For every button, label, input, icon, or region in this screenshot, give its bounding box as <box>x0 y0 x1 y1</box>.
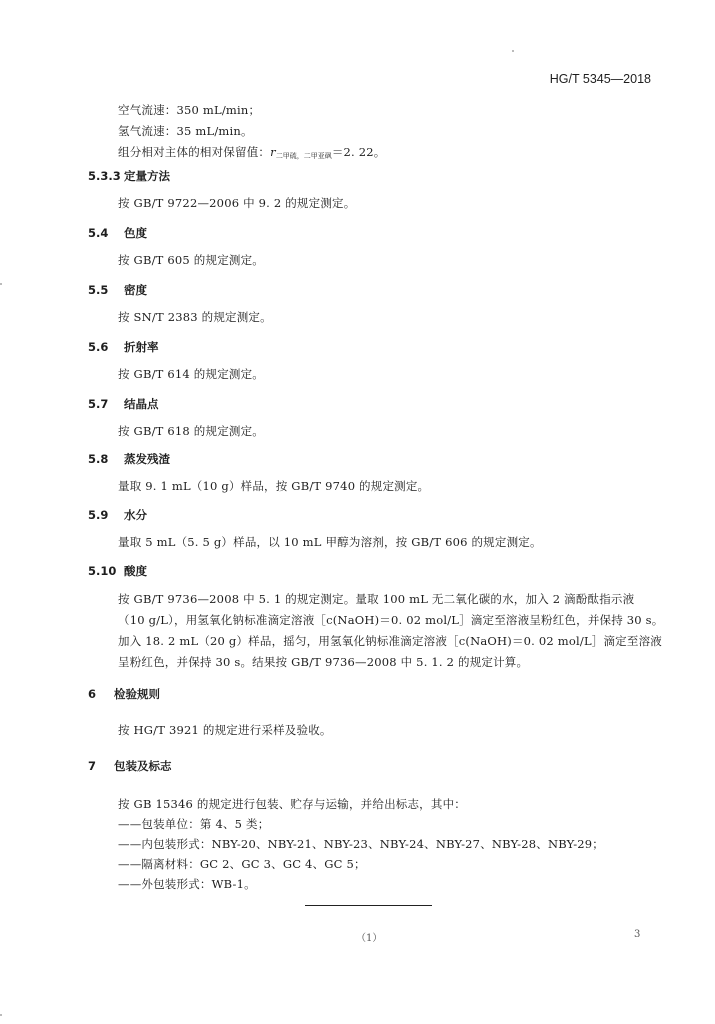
section-number: 5.8 <box>88 452 109 466</box>
section-heading-5-7 <box>88 396 159 412</box>
relative-retention-param <box>118 144 385 161</box>
section-title: 密度 <box>124 283 147 297</box>
section-number: 5.5 <box>88 283 109 297</box>
scan-artifact <box>512 50 514 52</box>
section-number: 5.3.3 <box>88 169 121 183</box>
section-text-line: 加入 18. 2 mL（20 g）样品，摇匀，用氢氧化钠标准滴定溶液［c(NaOH)＝0. 02 mol/L］滴定至溶液 <box>118 634 662 648</box>
footer-center-mark: （1） <box>356 933 383 944</box>
list-item: ——包装单位：第 4、5 类； <box>118 817 270 831</box>
section-title: 结晶点 <box>124 397 159 411</box>
footer-rule <box>305 905 432 906</box>
section-heading-6 <box>88 686 160 702</box>
retention-value: ＝2. 22。 <box>331 145 386 159</box>
section-title: 折射率 <box>124 340 159 354</box>
standard-code: HG/T 5345—2018 <box>549 72 651 86</box>
section-text-line: （10 g/L），用氢氧化钠标准滴定溶液［c(NaOH)＝0. 02 mol/L］滴定至溶液呈粉红色，并保持 30 s。 <box>118 613 664 627</box>
retention-subscript: 二甲硫，二甲亚砜 <box>275 152 332 160</box>
list-item: ——外包装形式：WB-1。 <box>118 877 256 891</box>
section-text-5-6: 按 GB/T 614 的规定测定。 <box>118 367 264 381</box>
section-heading-5-3-3 <box>88 168 170 184</box>
section-text-5-7: 按 GB/T 618 的规定测定。 <box>118 424 264 438</box>
section-number: 5.10 <box>88 564 117 578</box>
section-number: 5.4 <box>88 226 109 240</box>
section-title: 酸度 <box>124 564 147 578</box>
section-heading-5-10 <box>88 563 147 579</box>
section-text-5-9: 量取 5 mL（5. 5 g）样品，以 10 mL 甲醇为溶剂，按 GB/T 606 的规定测定。 <box>118 535 542 549</box>
section-text-6: 按 HG/T 3921 的规定进行采样及验收。 <box>118 723 332 737</box>
section-text-line: 呈粉红色，并保持 30 s。结果按 GB/T 9736—2008 中 5. 1. 2 的规定计算。 <box>118 655 529 669</box>
section-number: 5.7 <box>88 397 109 411</box>
section-text-5-8: 量取 9. 1 mL（10 g）样品，按 GB/T 9740 的规定测定。 <box>118 479 430 493</box>
section-number: 6 <box>88 687 97 701</box>
section-heading-5-8 <box>88 451 170 467</box>
section-text-7-intro: 按 GB 15346 的规定进行包装、贮存与运输，并给出标志，其中： <box>118 797 466 811</box>
section-text-5-5: 按 SN/T 2383 的规定测定。 <box>118 310 272 324</box>
section-heading-5-4 <box>88 225 147 241</box>
hydrogen-flow-param: 氢气流速：35 mL/min。 <box>118 124 253 138</box>
list-item: ——隔离材料：GC 2、GC 3、GC 4、GC 5； <box>118 857 366 871</box>
scan-artifact <box>0 283 2 285</box>
section-title: 包装及标志 <box>114 759 172 773</box>
section-text-line: 按 GB/T 9736—2008 中 5. 1 的规定测定。量取 100 mL 无二氧化碳的水，加入 2 滴酚酞指示液 <box>118 592 635 606</box>
retention-symbol: r <box>270 145 276 159</box>
section-title: 水分 <box>124 508 147 522</box>
section-text-5-3-3: 按 GB/T 9722—2006 中 9. 2 的规定测定。 <box>118 196 356 210</box>
section-title: 蒸发残渣 <box>124 452 170 466</box>
page-number: 3 <box>634 929 641 940</box>
scan-artifact <box>0 1014 2 1016</box>
air-flow-param: 空气流速：350 mL/min； <box>118 103 261 117</box>
section-heading-5-6 <box>88 339 159 355</box>
section-title: 定量方法 <box>124 169 170 183</box>
section-text-5-4: 按 GB/T 605 的规定测定。 <box>118 253 264 267</box>
retention-prefix: 组分相对主体的相对保留值： <box>118 145 271 159</box>
list-item: ——内包装形式：NBY-20、NBY-21、NBY-23、NBY-24、NBY-27、NBY-28、NBY-29； <box>118 837 605 851</box>
section-number: 5.6 <box>88 340 109 354</box>
section-heading-7 <box>88 758 172 774</box>
section-title: 色度 <box>124 226 147 240</box>
section-number: 5.9 <box>88 508 109 522</box>
section-heading-5-9 <box>88 507 147 523</box>
section-heading-5-5 <box>88 282 147 298</box>
section-number: 7 <box>88 759 97 773</box>
section-title: 检验规则 <box>114 687 160 701</box>
